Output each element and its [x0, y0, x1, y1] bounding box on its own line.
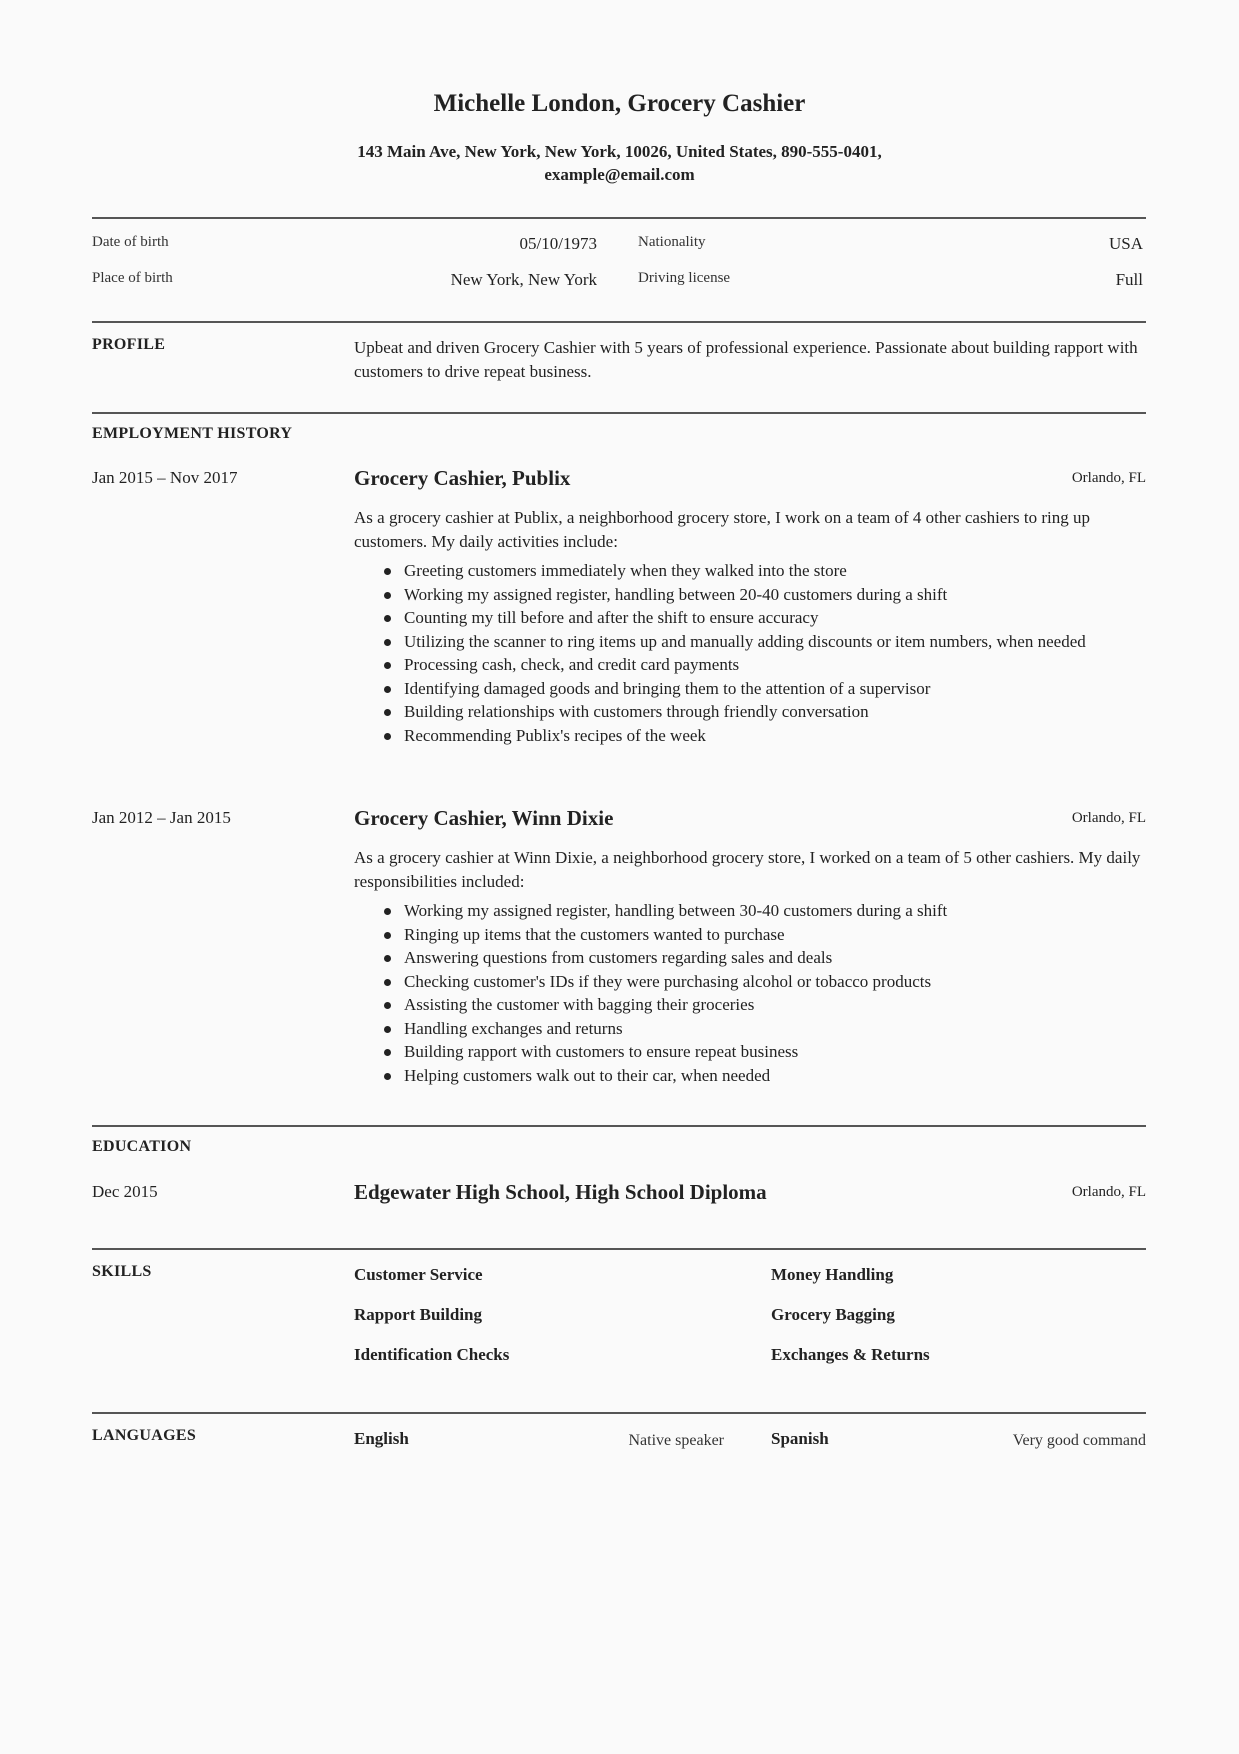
divider: [92, 412, 1146, 414]
skill-item: Grocery Bagging: [771, 1305, 895, 1324]
job-location: Orlando, FL: [1071, 810, 1146, 826]
job-title: Grocery Cashier, Winn Dixie: [354, 806, 614, 830]
list-item: Answering questions from customers regarding sales and deals: [404, 946, 1144, 970]
skill-item: Exchanges & Returns: [771, 1345, 930, 1364]
list-item: Recommending Publix's recipes of the week: [404, 724, 1144, 748]
education-location: Orlando, FL: [1071, 1184, 1146, 1200]
education-title: Edgewater High School, High School Diploma: [354, 1180, 767, 1204]
nationality-label: Nationality: [638, 234, 706, 250]
license-label: Driving license: [638, 270, 731, 286]
email: example@email.com: [544, 165, 695, 184]
job-description: [354, 506, 1144, 747]
skill-item: Rapport Building: [354, 1305, 483, 1324]
list-item: Working my assigned register, handling between 20-40 customers during a shift: [404, 583, 1144, 607]
list-item: Utilizing the scanner to ring items up and manually adding discounts or item numbers, when needed: [404, 630, 1144, 654]
pob-label: Place of birth: [92, 270, 173, 286]
divider: [92, 217, 1146, 219]
job-summary: As a grocery cashier at Winn Dixie, a neighborhood grocery store, I worked on a team of 5 other cashiers. My daily responsibilities included:: [354, 848, 1141, 891]
list-item: Greeting customers immediately when they walked into the store: [404, 559, 1144, 583]
list-item: Assisting the customer with bagging their groceries: [404, 993, 1144, 1017]
languages-heading: LANGUAGES: [92, 1427, 197, 1444]
education-heading: EDUCATION: [92, 1138, 192, 1155]
list-item: Building relationships with customers through friendly conversation: [404, 700, 1144, 724]
divider: [92, 321, 1146, 323]
job-summary: As a grocery cashier at Publix, a neighborhood grocery store, I work on a team of 4 other cashiers to ring up customers. My daily activities include:: [354, 508, 1090, 551]
resume-title: Michelle London, Grocery Cashier: [433, 90, 806, 117]
job-bullets: [354, 899, 1144, 1087]
profile-heading: PROFILE: [92, 336, 166, 353]
skills-heading: SKILLS: [92, 1263, 152, 1280]
divider: [92, 1412, 1146, 1414]
language-name: Spanish: [771, 1429, 829, 1448]
skill-item: Customer Service: [354, 1265, 483, 1284]
job-description: [354, 846, 1144, 1087]
list-item: Ringing up items that the customers wanted to purchase: [404, 923, 1144, 947]
language-level: Native speaker: [628, 1432, 724, 1449]
job-dates: Jan 2015 – Nov 2017: [92, 468, 238, 487]
list-item: Checking customer's IDs if they were purchasing alcohol or tobacco products: [404, 970, 1144, 994]
profile-text: Upbeat and driven Grocery Cashier with 5 years of professional experience. Passionate about building rapport with customers to drive repeat business.: [354, 338, 1138, 381]
address: 143 Main Ave, New York, New York, 10026, United States, 890-555-0401,: [357, 142, 882, 161]
job-dates: Jan 2012 – Jan 2015: [92, 808, 231, 827]
divider: [92, 1248, 1146, 1250]
job-location: Orlando, FL: [1071, 470, 1146, 486]
list-item: Handling exchanges and returns: [404, 1017, 1144, 1041]
license-value: Full: [1115, 270, 1143, 289]
skill-item: Identification Checks: [354, 1345, 510, 1364]
employment-heading: EMPLOYMENT HISTORY: [92, 425, 293, 442]
contact-info: [0, 140, 1239, 186]
skill-item: Money Handling: [771, 1265, 894, 1284]
nationality-value: USA: [1108, 234, 1143, 253]
job-bullets: [354, 559, 1144, 747]
dob-label: Date of birth: [92, 234, 169, 250]
education-date: Dec 2015: [92, 1182, 158, 1201]
job-title: Grocery Cashier, Publix: [354, 466, 571, 490]
list-item: Building rapport with customers to ensure repeat business: [404, 1040, 1144, 1064]
list-item: Processing cash, check, and credit card payments: [404, 653, 1144, 677]
divider: [92, 1125, 1146, 1127]
dob-value: 05/10/1973: [519, 234, 597, 253]
list-item: Identifying damaged goods and bringing them to the attention of a supervisor: [404, 677, 1144, 701]
list-item: Working my assigned register, handling between 30-40 customers during a shift: [404, 899, 1144, 923]
list-item: Helping customers walk out to their car, when needed: [404, 1064, 1144, 1088]
language-level: Very good command: [1012, 1432, 1146, 1449]
language-name: English: [354, 1429, 409, 1448]
pob-value: New York, New York: [450, 270, 597, 289]
list-item: Counting my till before and after the shift to ensure accuracy: [404, 606, 1144, 630]
